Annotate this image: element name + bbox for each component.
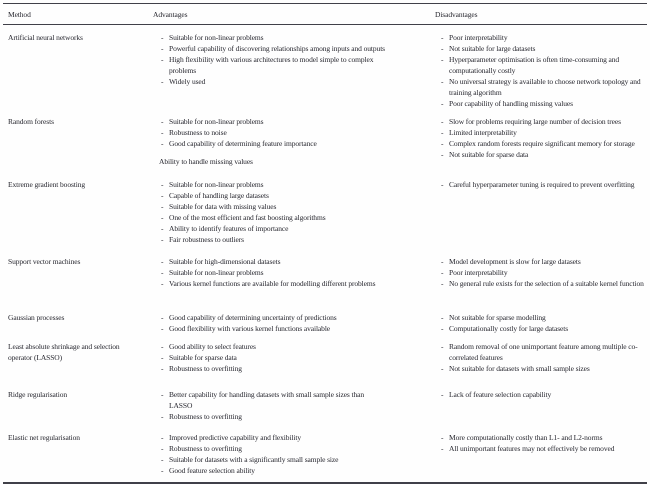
advantage-item-text: Various kernel functions are available for modelling different problems — [169, 279, 376, 288]
table-row — [3, 389, 647, 432]
method-cell — [3, 432, 153, 476]
bullet-glyph: - — [161, 128, 164, 137]
advantage-item — [161, 323, 389, 334]
disadvantages-cell — [435, 32, 647, 116]
table-header-row — [3, 4, 647, 25]
method-name: Least absolute shrinkage and selection operator (LASSO) — [8, 342, 120, 362]
advantage-item-text: Suitable for non-linear problems — [169, 180, 264, 189]
column-header-disadvantages: Disadvantages — [435, 10, 478, 19]
bullet-glyph: - — [441, 257, 444, 266]
method-name: Gaussian processes — [8, 313, 65, 322]
advantage-item — [161, 312, 389, 323]
disadvantages-cell — [435, 432, 647, 476]
advantages-cell — [153, 116, 435, 179]
advantage-item — [161, 267, 389, 278]
advantage-item — [161, 127, 389, 138]
bullet-glyph: - — [161, 353, 164, 362]
advantages-cell — [153, 341, 435, 389]
column-header-advantages: Advantages — [153, 10, 188, 19]
bullet-glyph: - — [161, 324, 164, 333]
advantage-item-text: Good ability to select features — [169, 342, 256, 351]
advantages-cell — [153, 179, 435, 256]
advantages-cell — [153, 432, 435, 476]
bullet-glyph: - — [161, 180, 164, 189]
bullet-glyph: - — [161, 390, 164, 399]
advantage-item — [161, 256, 389, 267]
disadvantages-cell — [435, 256, 647, 312]
disadvantage-item-text: Random removal of one unimportant feature among multiple co-correlated features — [449, 342, 638, 362]
advantage-item — [161, 432, 389, 443]
disadvantage-item-text: Poor interpretability — [449, 33, 508, 42]
bullet-glyph: - — [161, 44, 164, 53]
advantage-item-text: Suitable for non-linear problems — [169, 33, 264, 42]
method-cell — [3, 389, 153, 432]
disadvantage-item — [441, 443, 645, 454]
advantage-item — [161, 465, 389, 476]
advantage-item — [161, 411, 389, 422]
bullet-glyph: - — [161, 268, 164, 277]
disadvantage-item — [441, 432, 645, 443]
disadvantage-item-text: No general rule exists for the selection of a suitable kernel function — [449, 279, 644, 288]
bullet-glyph: - — [161, 455, 164, 464]
table-row — [3, 116, 647, 179]
disadvantage-item-text: Lack of feature selection capability — [449, 390, 552, 399]
advantage-item-text: Good capability of determining feature importance — [169, 139, 317, 148]
disadvantage-item-text: Hyperparameter optimisation is often time-consuming and computationally costly — [449, 55, 620, 75]
method-name: Support vector machines — [8, 257, 81, 266]
method-name: Ridge regularisation — [8, 390, 68, 399]
bullet-glyph: - — [441, 180, 444, 189]
bullet-glyph: - — [161, 77, 164, 86]
advantages-cell — [153, 32, 435, 116]
disadvantage-item-text: Not suitable for large datasets — [449, 44, 536, 53]
bullet-glyph: - — [161, 213, 164, 222]
bullet-glyph: - — [161, 235, 164, 244]
bullet-glyph: - — [441, 324, 444, 333]
table-row — [3, 432, 647, 476]
column-header-method: Method — [8, 10, 31, 19]
method-cell — [3, 312, 153, 341]
disadvantage-item-text: Slow for problems requiring large number of decision trees — [449, 117, 621, 126]
disadvantage-item — [441, 98, 645, 109]
disadvantage-item — [441, 138, 645, 149]
advantage-item-text: Suitable for datasets with a significantly small sample size — [169, 455, 339, 464]
advantage-item — [161, 223, 389, 234]
advantage-item-text: Robustness to overfitting — [169, 444, 242, 453]
bullet-glyph: - — [441, 150, 444, 159]
method-name: Artificial neural networks — [8, 33, 83, 42]
advantage-item-text: Improved predictive capability and flexibility — [169, 433, 302, 442]
disadvantages-cell — [435, 389, 647, 432]
advantage-item-text: Robustness to noise — [169, 128, 227, 137]
advantage-item — [161, 138, 389, 149]
bullet-glyph: - — [161, 224, 164, 233]
disadvantage-item-text: Not suitable for sparse modelling — [449, 313, 546, 322]
table-row — [3, 179, 647, 256]
advantage-item — [161, 212, 389, 223]
advantage-item-text: Suitable for non-linear problems — [169, 268, 264, 277]
disadvantages-cell — [435, 116, 647, 179]
bullet-glyph: - — [441, 77, 444, 86]
method-cell — [3, 32, 153, 116]
disadvantage-item — [441, 312, 645, 323]
advantage-item-text: Good capability of determining uncertainty of predictions — [169, 313, 337, 322]
advantages-note: Ability to handle missing values — [159, 157, 253, 166]
disadvantage-item-text: All unimportant features may not effectively be removed — [449, 444, 615, 453]
advantage-item — [161, 54, 389, 76]
disadvantage-item — [441, 43, 645, 54]
disadvantage-item-text: Poor interpretability — [449, 268, 508, 277]
bullet-glyph: - — [441, 313, 444, 322]
method-cell — [3, 341, 153, 389]
disadvantage-item — [441, 127, 645, 138]
bullet-glyph: - — [161, 342, 164, 351]
advantage-item-text: Powerful capability of discovering relationships among inputs and outputs — [169, 44, 385, 53]
bullet-glyph: - — [441, 117, 444, 126]
advantage-item-text: One of the most efficient and fast boosting algorithms — [169, 213, 326, 222]
disadvantage-item — [441, 278, 645, 289]
disadvantage-item — [441, 32, 645, 43]
bullet-glyph: - — [441, 55, 444, 64]
advantage-item-text: Good feature selection ability — [169, 466, 255, 475]
bullet-glyph: - — [441, 390, 444, 399]
advantage-item — [161, 190, 389, 201]
bullet-glyph: - — [161, 466, 164, 475]
bullet-glyph: - — [441, 128, 444, 137]
advantage-item — [161, 341, 389, 352]
bullet-glyph: - — [161, 444, 164, 453]
disadvantages-cell — [435, 341, 647, 389]
advantage-item-text: Suitable for non-linear problems — [169, 117, 264, 126]
method-cell — [3, 179, 153, 256]
bullet-glyph: - — [441, 279, 444, 288]
bullet-glyph: - — [161, 313, 164, 322]
bullet-glyph: - — [161, 33, 164, 42]
advantages-cell — [153, 312, 435, 341]
disadvantage-item — [441, 323, 645, 334]
advantage-item — [161, 32, 389, 43]
disadvantage-item-text: Limited interpretability — [449, 128, 517, 137]
advantage-item-text: Fair robustness to outliers — [169, 235, 245, 244]
bullet-glyph: - — [161, 202, 164, 211]
disadvantage-item — [441, 54, 645, 76]
advantage-item — [161, 43, 389, 54]
table-body — [3, 25, 647, 482]
advantage-item-text: Suitable for high-dimensional datasets — [169, 257, 281, 266]
disadvantage-item-text: Computationally costly for large datasets — [449, 324, 569, 333]
bullet-glyph: - — [441, 364, 444, 373]
bullet-glyph: - — [441, 44, 444, 53]
advantage-item — [161, 234, 389, 245]
advantage-item-text: Capable of handling large datasets — [169, 191, 269, 200]
disadvantage-item — [441, 256, 645, 267]
advantage-item — [161, 278, 389, 289]
disadvantage-item-text: Not suitable for datasets with small sample sizes — [449, 364, 590, 373]
advantage-item — [161, 352, 389, 363]
disadvantage-item-text: Poor capability of handling missing values — [449, 99, 573, 108]
disadvantage-item — [441, 363, 645, 374]
bullet-glyph: - — [441, 139, 444, 148]
bullet-glyph: - — [441, 268, 444, 277]
method-name: Elastic net regularisation — [8, 433, 80, 442]
bullet-glyph: - — [161, 139, 164, 148]
advantage-item — [161, 179, 389, 190]
bullet-glyph: - — [441, 433, 444, 442]
disadvantage-item — [441, 341, 645, 363]
bullet-glyph: - — [161, 191, 164, 200]
advantage-item — [161, 443, 389, 454]
advantage-item-text: Suitable for data with missing values — [169, 202, 277, 211]
bullet-glyph: - — [161, 279, 164, 288]
disadvantages-cell — [435, 179, 647, 256]
advantage-item-text: Robustness to overfitting — [169, 364, 242, 373]
disadvantage-item-text: No universal strategy is available to choose network topology and training algorithm — [449, 77, 641, 97]
advantage-item-text: Ability to identify features of importance — [169, 224, 289, 233]
advantage-item — [161, 201, 389, 212]
bullet-glyph: - — [161, 433, 164, 442]
disadvantage-item-text: Careful hyperparameter tuning is required to prevent overfitting — [449, 180, 635, 189]
bullet-glyph: - — [161, 117, 164, 126]
advantage-item-text: Better capability for handling datasets with small sample sizes than LASSO — [169, 390, 365, 410]
disadvantage-item — [441, 179, 645, 190]
disadvantages-cell — [435, 312, 647, 341]
disadvantage-item-text: More computationally costly than L1- and L2-norms — [449, 433, 603, 442]
advantage-item — [161, 454, 389, 465]
table-row — [3, 312, 647, 341]
bullet-glyph: - — [161, 412, 164, 421]
advantage-item — [161, 389, 389, 411]
bullet-glyph: - — [441, 444, 444, 453]
advantage-item — [161, 363, 389, 374]
disadvantage-item — [441, 267, 645, 278]
advantages-cell — [153, 389, 435, 432]
table-row — [3, 256, 647, 312]
method-name: Extreme gradient boosting — [8, 180, 86, 189]
advantage-item-text: Good flexibility with various kernel functions available — [169, 324, 331, 333]
disadvantage-item — [441, 389, 645, 400]
advantage-item-text: Widely used — [169, 77, 206, 86]
advantages-cell — [153, 256, 435, 312]
bullet-glyph: - — [161, 257, 164, 266]
bullet-glyph: - — [161, 55, 164, 64]
table-row — [3, 32, 647, 116]
bullet-glyph: - — [161, 364, 164, 373]
advantage-item — [161, 76, 389, 87]
bullet-glyph: - — [441, 33, 444, 42]
advantage-item-text: High flexibility with various architectures to model simple to complex problems — [169, 55, 374, 75]
advantage-item-text: Robustness to overfitting — [169, 412, 242, 421]
method-cell — [3, 116, 153, 179]
method-name: Random forests — [8, 117, 54, 126]
methods-comparison-table — [3, 3, 647, 484]
disadvantage-item — [441, 149, 645, 160]
bullet-glyph: - — [441, 99, 444, 108]
table-row — [3, 341, 647, 389]
disadvantage-item-text: Not suitable for sparse data — [449, 150, 529, 159]
disadvantage-item — [441, 76, 645, 98]
method-cell — [3, 256, 153, 312]
advantage-item — [161, 116, 389, 127]
disadvantage-item — [441, 116, 645, 127]
bullet-glyph: - — [441, 342, 444, 351]
advantage-item-text: Suitable for sparse data — [169, 353, 237, 362]
disadvantage-item-text: Model development is slow for large datasets — [449, 257, 581, 266]
disadvantage-item-text: Complex random forests require significant memory for storage — [449, 139, 635, 148]
